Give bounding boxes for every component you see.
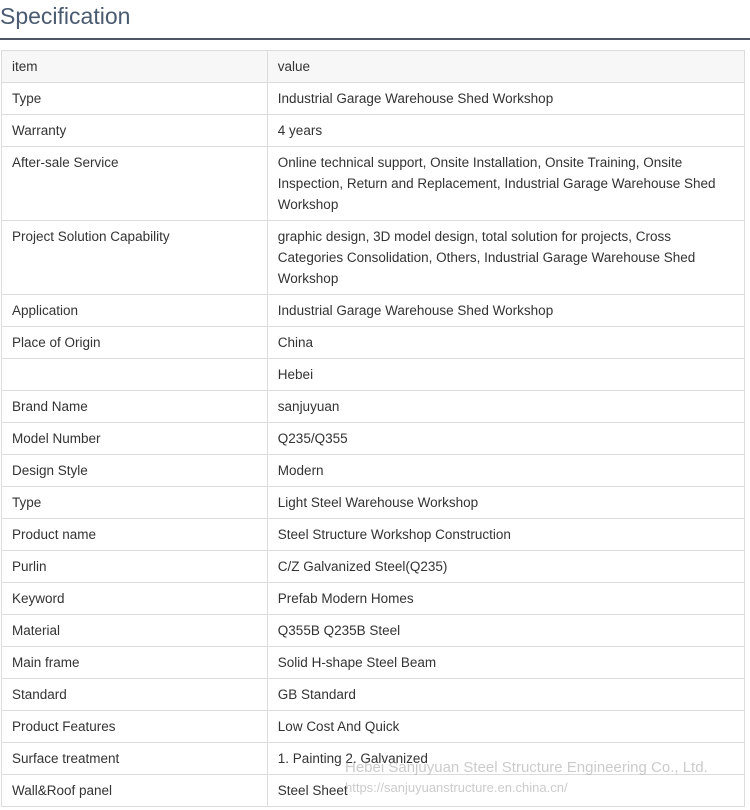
table-row xyxy=(2,711,745,743)
row-value-cell: Light Steel Warehouse Workshop xyxy=(267,487,744,519)
row-value-cell: Solid H-shape Steel Beam xyxy=(267,647,744,679)
row-item-cell: Type xyxy=(2,83,268,115)
table-row xyxy=(2,551,745,583)
row-value-cell: Online technical support, Onsite Installation, Onsite Training, Onsite Inspection, Return and Replacement, Industrial Garage Warehouse Shed Workshop xyxy=(267,147,744,221)
table-row xyxy=(2,147,745,221)
row-item-cell: Place of Origin xyxy=(2,327,268,359)
row-value-cell: Industrial Garage Warehouse Shed Workshop xyxy=(267,295,744,327)
row-value-cell: Prefab Modern Homes xyxy=(267,583,744,615)
column-header-value: value xyxy=(267,51,744,83)
table-row xyxy=(2,455,745,487)
table-header-row xyxy=(2,51,745,83)
table-row xyxy=(2,221,745,295)
row-value-cell: graphic design, 3D model design, total solution for projects, Cross Categories Consolidation, Others, Industrial Garage Warehouse Shed Workshop xyxy=(267,221,744,295)
specification-table xyxy=(1,50,745,807)
row-item-cell: Project Solution Capability xyxy=(2,221,268,295)
watermark-url: https://sanjuyuanstructure.en.china.cn/ xyxy=(345,780,568,795)
row-value-cell: Industrial Garage Warehouse Shed Workshop xyxy=(267,83,744,115)
row-item-cell: Surface treatment xyxy=(2,743,268,775)
table-row xyxy=(2,487,745,519)
row-item-cell: Type xyxy=(2,487,268,519)
row-item-cell: After-sale Service xyxy=(2,147,268,221)
row-item-cell: Product name xyxy=(2,519,268,551)
table-row xyxy=(2,391,745,423)
table-row xyxy=(2,679,745,711)
table-row xyxy=(2,615,745,647)
row-value-cell: Steel Structure Workshop Construction xyxy=(267,519,744,551)
section-title: Specification xyxy=(0,3,131,29)
row-item-cell: Main frame xyxy=(2,647,268,679)
row-value-cell: 4 years xyxy=(267,115,744,147)
table-row xyxy=(2,359,745,391)
row-item-cell: Model Number xyxy=(2,423,268,455)
section-header xyxy=(0,0,750,40)
row-value-cell: Hebei xyxy=(267,359,744,391)
row-value-cell: China xyxy=(267,327,744,359)
row-item-cell xyxy=(2,359,268,391)
row-item-cell: Keyword xyxy=(2,583,268,615)
row-item-cell: Material xyxy=(2,615,268,647)
row-item-cell: Purlin xyxy=(2,551,268,583)
specification-table-body xyxy=(2,51,745,807)
table-row xyxy=(2,743,745,775)
table-row xyxy=(2,775,745,807)
row-item-cell: Application xyxy=(2,295,268,327)
row-item-cell: Brand Name xyxy=(2,391,268,423)
table-row xyxy=(2,115,745,147)
row-value-cell: 1. Painting 2. Galvanized xyxy=(267,743,744,775)
column-header-item: item xyxy=(2,51,268,83)
row-item-cell: Design Style xyxy=(2,455,268,487)
table-row xyxy=(2,519,745,551)
row-value-cell: GB Standard xyxy=(267,679,744,711)
row-value-cell: C/Z Galvanized Steel(Q235) xyxy=(267,551,744,583)
row-item-cell: Product Features xyxy=(2,711,268,743)
row-value-cell: Q235/Q355 xyxy=(267,423,744,455)
watermark-company: Hebei Sanjuyuan Steel Structure Engineering Co., Ltd. xyxy=(345,759,708,776)
row-value-cell: Low Cost And Quick xyxy=(267,711,744,743)
row-value-cell: Steel Sheet xyxy=(267,775,744,807)
table-row xyxy=(2,83,745,115)
row-item-cell: Standard xyxy=(2,679,268,711)
row-item-cell: Warranty xyxy=(2,115,268,147)
table-row xyxy=(2,647,745,679)
row-value-cell: Modern xyxy=(267,455,744,487)
table-row xyxy=(2,583,745,615)
row-item-cell: Wall&Roof panel xyxy=(2,775,268,807)
row-value-cell: Q355B Q235B Steel xyxy=(267,615,744,647)
row-value-cell: sanjuyuan xyxy=(267,391,744,423)
table-row xyxy=(2,423,745,455)
table-row xyxy=(2,295,745,327)
table-row xyxy=(2,327,745,359)
